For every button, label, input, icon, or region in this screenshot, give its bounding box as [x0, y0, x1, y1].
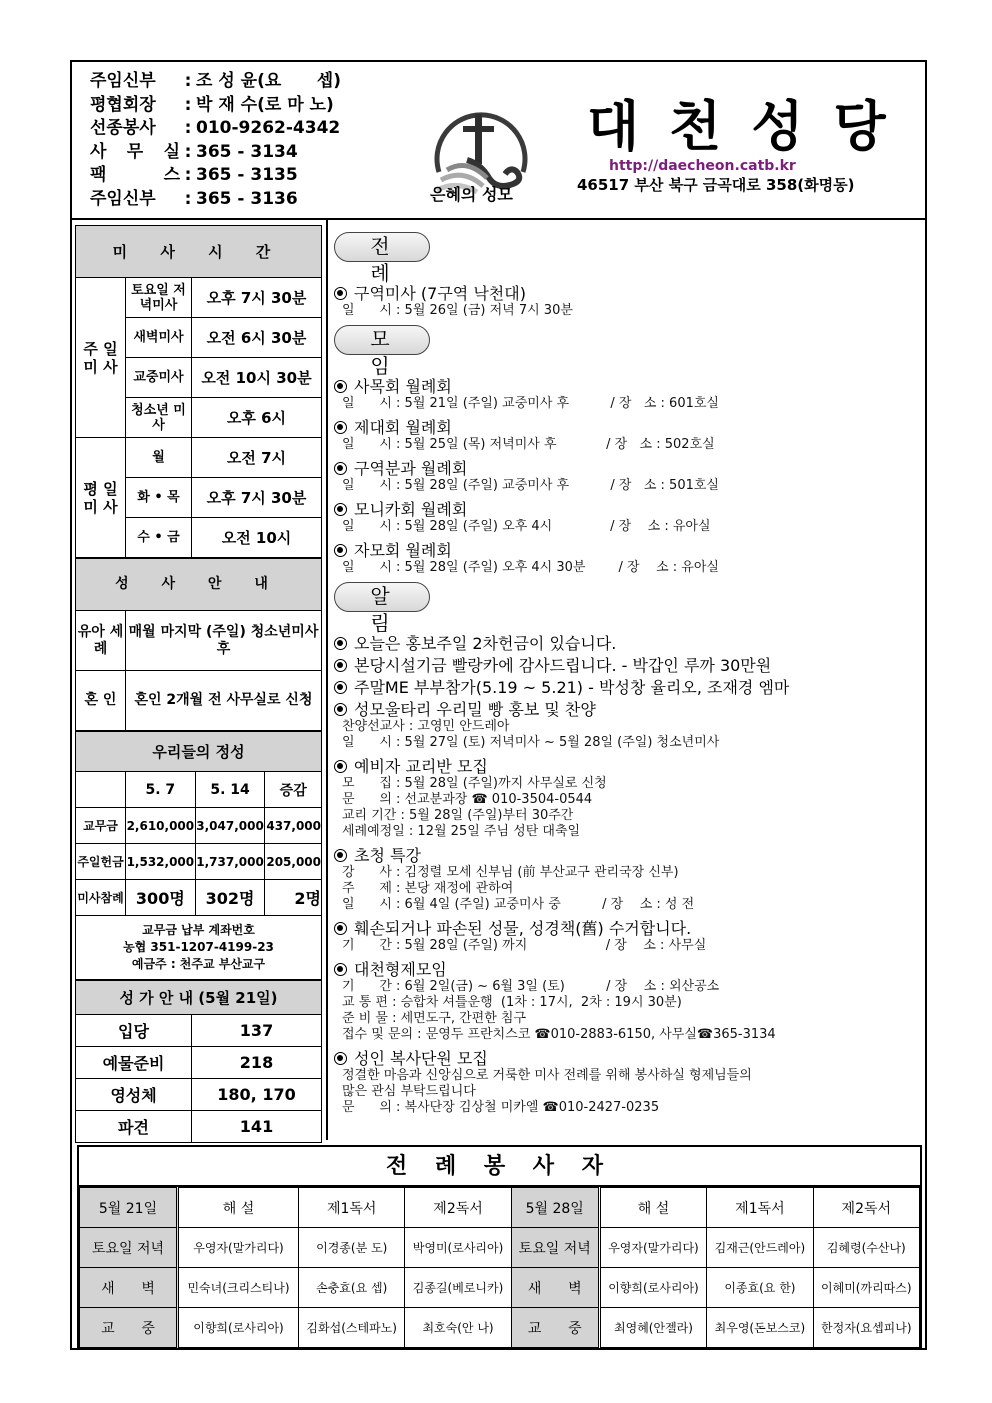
list-item — [334, 678, 919, 697]
sacraments-table — [75, 558, 322, 731]
item-detail: 일 시 : 5월 21일 (주일) 교중미사 후 / 장 소 : 601호실 — [342, 396, 719, 411]
item-detail: 준 비 물 : 세면도구, 간편한 침구 — [342, 1011, 527, 1026]
church-url[interactable]: http://daecheon.catb.kr — [609, 158, 796, 174]
sacrament-name: 유아 세례 — [76, 611, 126, 671]
item-detail: 주 제 : 본당 재정에 관하여 — [342, 881, 514, 896]
cell-value: 1,737,000 — [195, 844, 265, 880]
left-panel — [75, 225, 322, 1143]
separator: : — [184, 188, 192, 209]
mass-name: 수 • 금 — [126, 518, 192, 558]
column-header: 5. 14 — [195, 772, 265, 808]
contact-row — [90, 94, 341, 118]
cell-value: 2,610,000 — [126, 808, 196, 844]
bulletin-page — [70, 60, 927, 1350]
contact-list — [90, 70, 341, 211]
cell-value: 300명 — [126, 880, 196, 916]
cell-value: 437,000 — [265, 808, 322, 844]
item-title: 구역미사 (7구역 낙천대) — [354, 284, 526, 303]
list-item — [334, 960, 919, 1043]
item-title: 제대회 월례회 — [354, 418, 452, 437]
church-address: 46517 부산 북구 금곡대로 358(화명동) — [577, 176, 855, 194]
item-detail: 모 집 : 5월 28일 (주일)까지 사무실로 신청 — [342, 776, 607, 791]
item-detail: 일 시 : 6월 4일 (주일) 교중미사 중 / 장 소 : 성 전 — [342, 897, 695, 912]
server-name: 최우영(돈보스코) — [707, 1308, 813, 1348]
mass-name: 교중미사 — [126, 358, 192, 398]
mass-name: 월 — [126, 438, 192, 478]
section-title: 전 례 — [334, 232, 430, 262]
hymn-number: 180, 170 — [192, 1079, 322, 1111]
hymn-number: 137 — [192, 1015, 322, 1047]
contact-label: 주임신부 — [90, 188, 156, 209]
server-name: 이종효(요 한) — [707, 1268, 813, 1308]
item-title: 모니카회 월례회 — [354, 500, 468, 519]
section-title: 모 임 — [334, 325, 430, 355]
item-title: 구역분과 월례회 — [354, 459, 468, 478]
list-item — [334, 418, 919, 453]
right-panel — [334, 228, 919, 1122]
column-header: 5. 7 — [126, 772, 196, 808]
contact-row — [90, 164, 341, 188]
bullet-icon — [334, 659, 347, 672]
table-row — [80, 1228, 920, 1268]
separator: : — [184, 71, 192, 91]
column-header: 제2독서 — [405, 1188, 511, 1228]
list-item — [334, 634, 919, 653]
item-detail: 일 시 : 5월 26일 (금) 저녁 7시 30분 — [342, 303, 573, 318]
item-title: 예비자 교리반 모집 — [354, 757, 488, 776]
server-name: 이경종(분 도) — [299, 1228, 405, 1268]
contact-row — [90, 188, 341, 212]
mass-label: 토요일 저녁 — [511, 1228, 599, 1268]
contact-value: 365 - 3135 — [196, 165, 298, 185]
column-header: 해 설 — [178, 1188, 299, 1228]
list-item — [334, 919, 919, 954]
hymn-label: 입당 — [76, 1015, 192, 1047]
row-label: 주일헌금 — [76, 844, 126, 880]
section-liturgy — [334, 232, 919, 319]
server-name: 이혜미(까리따스) — [813, 1268, 919, 1308]
item-detail: 일 시 : 5월 25일 (목) 저녁미사 후 / 장 소 : 502호실 — [342, 437, 715, 452]
bullet-icon — [334, 380, 347, 393]
table-row — [80, 1268, 920, 1308]
hymns-title: 성 가 안 내 (5월 21일) — [76, 981, 322, 1015]
item-detail: 교리 기간 : 5월 28일 (주일)부터 30주간 — [342, 808, 574, 823]
item-title: 오늘은 홍보주일 2차헌금이 있습니다. — [354, 634, 617, 653]
cell-value: 2명 — [265, 880, 322, 916]
table-row — [76, 1111, 322, 1143]
cell-value: 205,000 — [265, 844, 322, 880]
mass-label: 새 벽 — [80, 1268, 178, 1308]
server-name: 우영자(말가리다) — [178, 1228, 299, 1268]
server-name: 김화섭(스테파노) — [299, 1308, 405, 1348]
hymn-label: 영성체 — [76, 1079, 192, 1111]
bullet-icon — [334, 544, 347, 557]
list-item — [334, 757, 919, 840]
server-name: 우영자(말가리다) — [599, 1228, 707, 1268]
column-header: 제2독서 — [813, 1188, 919, 1228]
section-notices — [334, 582, 919, 1116]
mass-time: 오후 7시 30분 — [192, 278, 322, 318]
server-name: 이향희(로사리아) — [599, 1268, 707, 1308]
contact-value: 010-9262-4342 — [196, 118, 341, 138]
mass-time: 오전 7시 — [192, 438, 322, 478]
separator: : — [184, 165, 192, 185]
contact-label: 평협회장 — [90, 94, 156, 115]
cell-value: 1,532,000 — [126, 844, 196, 880]
item-detail: 교 통 편 : 승합차 셔틀운행 (1차 : 17시, 2차 : 19시 30분) — [342, 995, 682, 1010]
sunday-mass-label: 주 일 미 사 — [76, 278, 126, 438]
server-name: 손충효(요 셉) — [299, 1268, 405, 1308]
mass-time: 오후 6시 — [192, 398, 322, 438]
mass-label: 토요일 저녁 — [80, 1228, 178, 1268]
contact-label: 주임신부 — [90, 71, 156, 91]
column-header: 증감 — [265, 772, 322, 808]
row-label: 교무금 — [76, 808, 126, 844]
server-name: 이향희(로사리아) — [178, 1308, 299, 1348]
bullet-icon — [334, 681, 347, 694]
item-detail: 일 시 : 5월 27일 (토) 저녁미사 ~ 5월 28일 (주일) 청소년미사 — [342, 735, 720, 750]
list-item — [334, 700, 919, 751]
hymns-table — [75, 980, 322, 1143]
contact-value: 조 성 윤(요 셉) — [196, 71, 341, 91]
item-detail: 찬양선교사 : 고영민 안드레아 — [342, 719, 510, 734]
weekday-mass-label: 평 일 미 사 — [76, 438, 126, 558]
mass-time: 오전 6시 30분 — [192, 318, 322, 358]
mass-label: 교 중 — [80, 1308, 178, 1348]
table-row — [76, 844, 322, 880]
column-header: 해 설 — [599, 1188, 707, 1228]
table-row — [76, 1015, 322, 1047]
item-detail: 접수 및 문의 : 문영두 프란치스코 ☎010-2883-6150, 사무실☎365-3134 — [342, 1027, 776, 1042]
item-title: 성모울타리 우리밀 빵 홍보 및 찬양 — [354, 700, 596, 719]
server-name: 최호숙(안 나) — [405, 1308, 511, 1348]
bullet-icon — [334, 637, 347, 650]
item-title: 훼손되거나 파손된 성물, 성경책(舊) 수거합니다. — [354, 919, 692, 938]
item-detail: 정결한 마음과 신앙심으로 거룩한 미사 전례를 위해 봉사하실 형제님들의 — [342, 1068, 752, 1083]
mass-label: 새 벽 — [511, 1268, 599, 1308]
mass-label: 교 중 — [511, 1308, 599, 1348]
bulletin-header — [72, 62, 925, 220]
server-name: 김재근(안드레아) — [707, 1228, 813, 1268]
roster-table — [79, 1187, 920, 1348]
church-name: 대천성당 — [587, 95, 916, 158]
row-label: 미사참례 — [76, 880, 126, 916]
mass-name: 화 • 목 — [126, 478, 192, 518]
contact-row — [90, 70, 341, 94]
list-item — [334, 284, 919, 319]
item-detail: 기 간 : 6월 2일(금) ~ 6월 3일 (토) / 장 소 : 외산공소 — [342, 979, 720, 994]
separator: : — [184, 141, 192, 162]
table-row — [76, 1079, 322, 1111]
item-title: 성인 복사단원 모집 — [354, 1049, 488, 1068]
contact-label: 팩 스 — [90, 165, 180, 185]
sacrament-desc: 매월 마지막 (주일) 청소년미사 후 — [126, 611, 322, 671]
column-header: 제1독서 — [299, 1188, 405, 1228]
bullet-icon — [334, 963, 347, 976]
list-item — [334, 1049, 919, 1116]
account-title: 교무금 납부 계좌번호 — [142, 923, 255, 937]
item-detail: 일 시 : 5월 28일 (주일) 오후 4시 / 장 소 : 유아실 — [342, 519, 711, 534]
hymn-number: 141 — [192, 1111, 322, 1143]
contact-value: 박 재 수(로 마 노) — [196, 94, 334, 115]
mass-time: 오전 10시 30분 — [192, 358, 322, 398]
contact-label: 선종봉사 — [90, 118, 156, 138]
mass-name: 토요일 저녁미사 — [126, 278, 192, 318]
bullet-icon — [334, 849, 347, 862]
account-number: 농협 351-1207-4199-23 — [123, 940, 274, 954]
table-row — [76, 1047, 322, 1079]
hymn-label: 예물준비 — [76, 1047, 192, 1079]
list-item — [334, 500, 919, 535]
item-detail: 일 시 : 5월 28일 (주일) 오후 4시 30분 / 장 소 : 유아실 — [342, 560, 719, 575]
bullet-icon — [334, 421, 347, 434]
sacrament-desc: 혼인 2개월 전 사무실로 신청 — [126, 671, 322, 731]
item-detail: 강 사 : 김정렬 모세 신부님 (前 부산교구 관리국장 신부) — [342, 865, 679, 880]
contact-row — [90, 141, 341, 165]
list-item — [334, 656, 919, 675]
account-holder: 예금주 : 천주교 부산교구 — [131, 957, 266, 971]
mass-times-table — [75, 225, 322, 558]
column-divider — [326, 220, 328, 1140]
section-title: 알 림 — [334, 582, 430, 612]
item-detail: 일 시 : 5월 28일 (주일) 교중미사 후 / 장 소 : 501호실 — [342, 478, 719, 493]
server-name: 박영미(로사리아) — [405, 1228, 511, 1268]
contact-value: 365 - 3134 — [196, 141, 298, 162]
liturgy-roster — [77, 1145, 922, 1350]
item-detail: 많은 관심 부탁드립니다 — [342, 1084, 476, 1099]
roster-title: 전 례 봉 사 자 — [79, 1147, 920, 1187]
item-title: 주말ME 부부참가(5.19 ~ 5.21) - 박성창 율리오, 조재경 엠마 — [354, 678, 790, 697]
sacrament-name: 혼 인 — [76, 671, 126, 731]
bullet-icon — [334, 922, 347, 935]
account-info — [76, 916, 322, 980]
item-title: 사목회 월례회 — [354, 377, 452, 396]
list-item — [334, 459, 919, 494]
hymn-label: 파견 — [76, 1111, 192, 1143]
item-detail: 문 의 : 복사단장 김상철 미카엘 ☎010-2427-0235 — [342, 1100, 660, 1115]
table-row — [76, 880, 322, 916]
item-title: 본당시설기금 빨랑카에 감사드립니다. - 박갑인 루까 30만원 — [354, 656, 772, 675]
table-row — [76, 808, 322, 844]
contact-label: 사 무 실 — [90, 141, 180, 162]
server-name: 한정자(요셉피나) — [813, 1308, 919, 1348]
mass-times-title: 미 사 시 간 — [76, 226, 322, 278]
separator: : — [184, 94, 192, 115]
offerings-table — [75, 731, 322, 980]
offerings-title: 우리들의 정성 — [76, 732, 322, 772]
column-header — [76, 772, 126, 808]
roster-date: 5월 21일 — [80, 1188, 178, 1228]
list-item — [334, 541, 919, 576]
table-row — [80, 1308, 920, 1348]
item-title: 대천형제모임 — [354, 960, 447, 979]
list-item — [334, 377, 919, 412]
cell-value: 3,047,000 — [195, 808, 265, 844]
section-meetings — [334, 325, 919, 576]
hymn-number: 218 — [192, 1047, 322, 1079]
item-detail: 기 간 : 5월 28일 (주일) 까지 / 장 소 : 사무실 — [342, 938, 707, 953]
server-name: 민숙녀(크리스티나) — [178, 1268, 299, 1308]
mass-time: 오전 10시 — [192, 518, 322, 558]
contact-row — [90, 117, 341, 141]
server-name: 최영혜(안젤라) — [599, 1308, 707, 1348]
roster-date: 5월 28일 — [511, 1188, 599, 1228]
logo-caption: 은혜의 성모 — [430, 185, 513, 204]
mass-time: 오후 7시 30분 — [192, 478, 322, 518]
bullet-icon — [334, 1052, 347, 1065]
bullet-icon — [334, 462, 347, 475]
column-header: 제1독서 — [707, 1188, 813, 1228]
contact-value: 365 - 3136 — [196, 188, 298, 209]
bullet-icon — [334, 287, 347, 300]
item-detail: 세례예정일 : 12월 25일 주님 성탄 대축일 — [342, 824, 581, 839]
list-item — [334, 846, 919, 913]
server-name: 김혜령(수산나) — [813, 1228, 919, 1268]
sacraments-title: 성 사 안 내 — [76, 559, 322, 611]
bullet-icon — [334, 503, 347, 516]
item-title: 자모회 월례회 — [354, 541, 452, 560]
server-name: 김종길(베로니카) — [405, 1268, 511, 1308]
mass-name: 새벽미사 — [126, 318, 192, 358]
separator: : — [184, 118, 192, 138]
bullet-icon — [334, 760, 347, 773]
bullet-icon — [334, 703, 347, 716]
item-detail: 문 의 : 선교분과장 ☎ 010-3504-0544 — [342, 792, 593, 807]
mass-name: 청소년 미사 — [126, 398, 192, 438]
item-title: 초청 특강 — [354, 846, 421, 865]
cell-value: 302명 — [195, 880, 265, 916]
